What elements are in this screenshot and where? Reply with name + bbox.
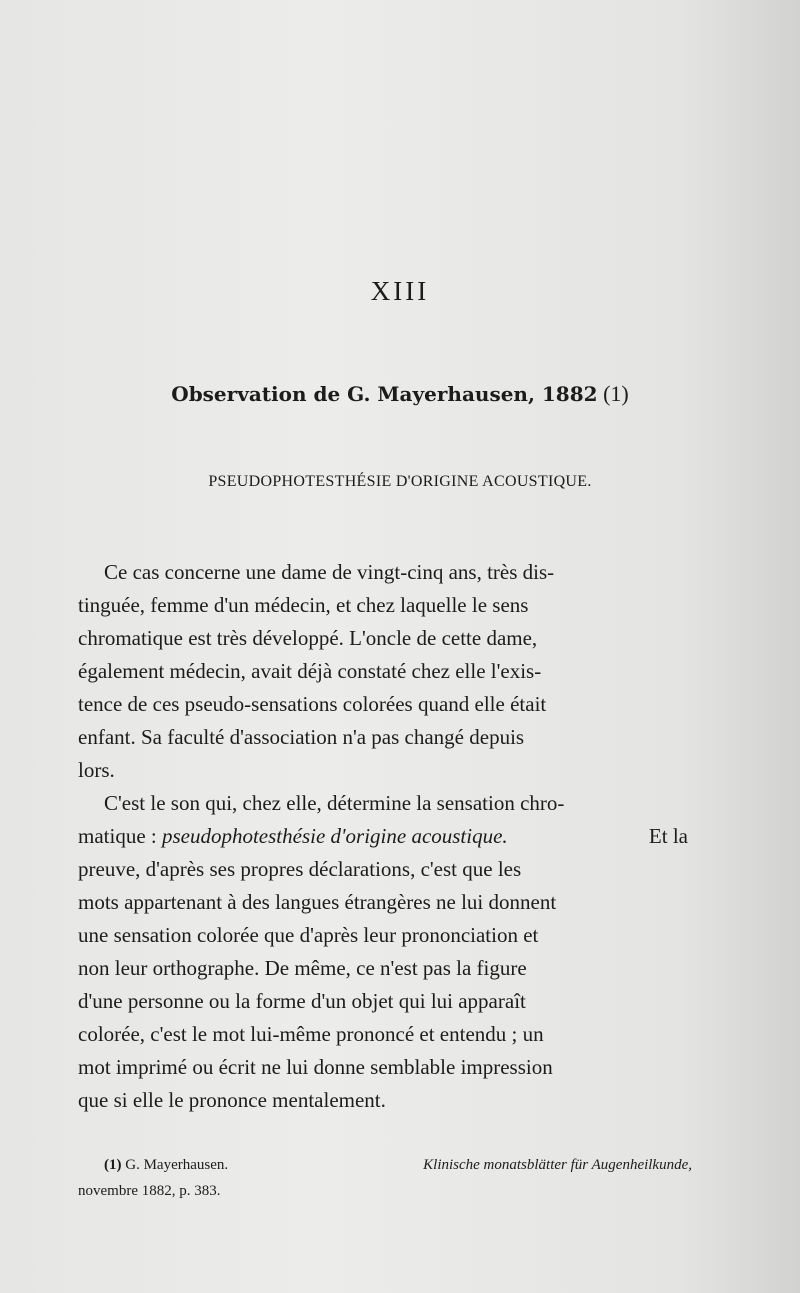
paragraph-line: d'une personne ou la forme d'un objet qui lui apparaît [78,989,526,1013]
paragraph-line: matique : pseudophotesthésie d'origine acoustique. Et la [78,824,688,848]
paragraph-line: non leur orthographe. De même, ce n'est pas la figure [78,956,527,980]
footnote-journal: Klinische monatsblätter für Augenheilkunde, [423,1157,692,1173]
observation-title [0,381,800,407]
footnote-reference: (1) [603,381,629,406]
footnote [104,1157,692,1174]
paragraph-line: colorée, c'est le mot lui-même prononcé et entendu ; un [78,1022,544,1046]
chapter-number: XIII [370,276,430,306]
paragraph-line: mot imprimé ou écrit ne lui donne semblable impression [78,1055,553,1079]
paragraph-line: C'est le son qui, chez elle, détermine la sensation chro- [104,791,565,815]
footnote-date-page: novembre 1882, p. 383. [78,1183,221,1199]
italic-term: pseudophotesthésie d'origine acoustique. [161,824,508,848]
paragraph-line: mots appartenant à des langues étrangères ne lui donnent [78,890,557,914]
footnote-author: G. Mayerhausen. [125,1157,229,1173]
paragraph-line: tinguée, femme d'un médecin, et chez laquelle le sens [78,593,529,617]
paragraph-line: chromatique est très développé. L'oncle de cette dame, [78,626,538,650]
paragraph-line: tence de ces pseudo-sensations colorées quand elle était [78,692,547,716]
paragraph-line: lors. [78,758,115,782]
paragraph-line: une sensation colorée que d'après leur prononciation et [78,923,539,947]
paragraph-line: également médecin, avait déjà constaté chez elle l'exis- [78,659,542,683]
paragraph-line: que si elle le prononce mentalement. [78,1088,386,1112]
observation-title-text: Observation de G. Mayerhausen, 1882 [171,382,598,406]
paragraph-line: enfant. Sa faculté d'association n'a pas changé depuis [78,725,525,749]
footnote-mark: (1) [104,1157,122,1173]
paragraph-line: preuve, d'après ses propres déclarations, c'est que les [78,857,522,881]
paragraph-line: Ce cas concerne une dame de vingt-cinq ans, très dis- [104,560,555,584]
subtitle: PSEUDOPHOTESTHÉSIE D'ORIGINE ACOUSTIQUE. [208,473,592,490]
